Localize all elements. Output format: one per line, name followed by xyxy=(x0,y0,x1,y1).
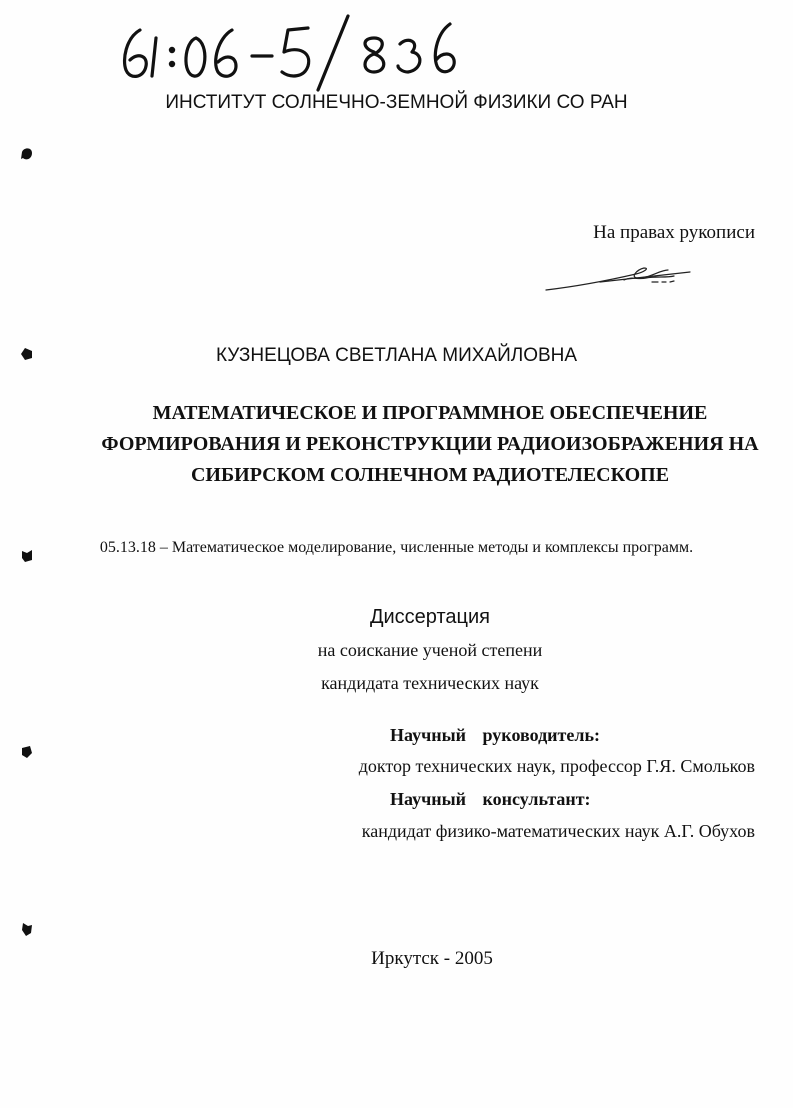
degree-line: на соискание ученой степени xyxy=(317,640,543,660)
title-line: МАТЕМАТИЧЕСКОЕ И ПРОГРАММНОЕ ОБЕСПЕЧЕНИЕ xyxy=(152,402,708,424)
author-signature xyxy=(540,260,700,305)
degree-line: кандидата технических наук xyxy=(321,673,539,693)
punch-hole-mark xyxy=(20,921,34,937)
title-line: ФОРМИРОВАНИЯ И РЕКОНСТРУКЦИИ РАДИОИЗОБРАЖЕНИЯ НА xyxy=(101,433,759,455)
registry-number-handwriting xyxy=(112,8,472,92)
dissertation-title xyxy=(60,398,793,491)
specialty-code: 05.13.18 – Математическое моделирование, численные методы и комплексы программ. xyxy=(99,539,694,556)
supervisor-name: доктор технических наук, профессор Г.Я. Смольков xyxy=(358,756,755,776)
author-name: КУЗНЕЦОВА СВЕТЛАНА МИХАЙЛОВНА xyxy=(215,345,578,366)
punch-hole-mark xyxy=(20,346,34,362)
supervisor-label: Научный руководитель: xyxy=(390,725,600,745)
consultant-name: кандидат физико-математических наук А.Г. Обухов xyxy=(361,821,755,841)
city-and-year: Иркутск - 2005 xyxy=(371,948,493,969)
punch-hole-mark xyxy=(20,744,34,760)
consultant-label: Научный консультант: xyxy=(390,789,591,809)
punch-hole-mark xyxy=(20,548,34,564)
manuscript-rights-note: На правах рукописи xyxy=(593,222,755,243)
institute-name: ИНСТИТУТ СОЛНЕЧНО-ЗЕМНОЙ ФИЗИКИ СО РАН xyxy=(165,92,628,113)
handwritten-registry-number xyxy=(112,8,472,92)
title-line: СИБИРСКОМ СОЛНЕЧНОМ РАДИОТЕЛЕСКОПЕ xyxy=(190,464,670,486)
dissertation-type: Диссертация xyxy=(369,606,491,628)
punch-hole-mark xyxy=(20,146,34,162)
signature-scribble xyxy=(540,260,700,300)
